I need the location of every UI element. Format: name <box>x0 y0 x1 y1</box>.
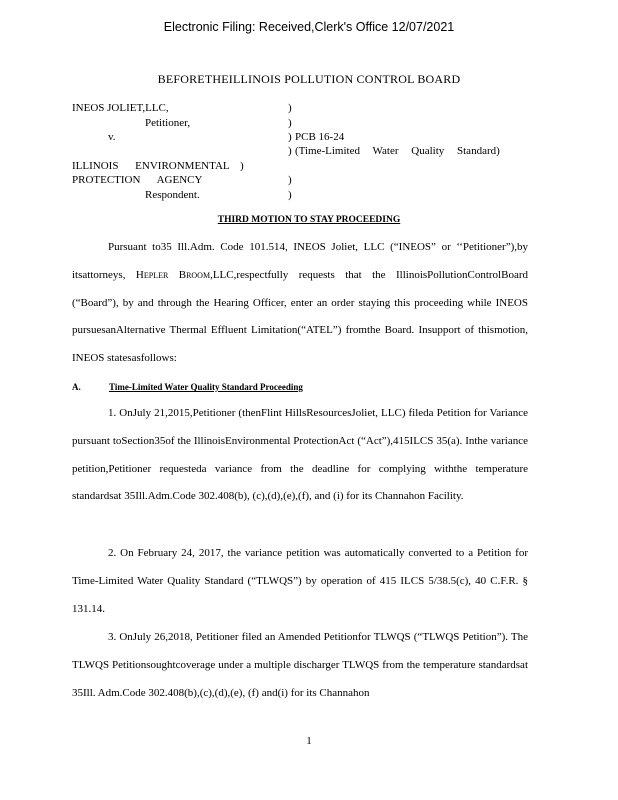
caption-bracket: ) <box>288 117 292 129</box>
section-title: Time-Limited Water Quality Standard Proceeding <box>109 382 303 392</box>
filing-stamp: Electronic Filing: Received,Clerk's Office 12/07/2021 <box>163 20 455 34</box>
respondent-name-line2: PROTECTION AGENCY <box>72 174 203 186</box>
caption-bracket: ) <box>288 131 292 143</box>
law-firm-name: Hepler Broom <box>135 268 211 281</box>
caption-bracket: ) <box>288 189 292 201</box>
motion-title <box>0 215 618 225</box>
caption-bracket: ) <box>288 174 292 186</box>
respondent-role: Respondent. <box>145 189 200 201</box>
caption-bracket: ) <box>240 160 244 172</box>
case-type: (Time-Limited Water Quality Standard) <box>295 145 500 157</box>
section-heading <box>72 382 303 392</box>
respondent-name-line1: ILLINOIS ENVIRONMENTAL <box>72 160 230 172</box>
paragraph-text: 1. OnJuly 21,2015,Petitioner (thenFlint HillsResourcesJoliet, LLC) fileda Petition for Variance pursuant toSection35of the IllinoisEnvironmental ProtectionAct (“Act”),415ILCS 35(a). Inthe variance petition,Petitioner requesteda variance from the deadline for complying withthe temperature standardsat 35Ill.Adm.Code 302.408(b), (c),(d),(e),(f), and (i) for its Channahon Facility. <box>72 407 528 503</box>
paragraph-2 <box>72 540 528 623</box>
paragraph-1 <box>72 400 528 511</box>
paragraph-3 <box>72 624 528 707</box>
paragraph-text: 3. OnJuly 26,2018, Petitioner filed an Amended Petitionfor TLWQS (“TLWQS Petition”). The TLWQS Petitionsoughtcoverage under a multiple discharger TLWQS from the temperature standardsat 35Ill. Adm.Code 302.408(b),(c),(d),(e), (f) and(i) for its Channahon <box>72 631 528 699</box>
petitioner-name: INEOS JOLIET,LLC, <box>72 102 169 114</box>
caption-bracket: ) <box>288 102 292 114</box>
case-number: PCB 16-24 <box>295 131 345 143</box>
section-letter: A. <box>72 382 81 392</box>
court-title: BEFORETHEILLINOIS POLLUTION CONTROL BOARD <box>157 72 461 86</box>
intro-text-part2: ,LLC,respectfully requests that the IllinoisPollutionControlBoard (“Board”), by and through the Hearing Officer, enter an order staying this proceeding while INEOS pursuesanAlternative Thermal Effluent Limitation(“ATEL”) fromthe Board. Insupport of thismotion, INEOS statesasfollows: <box>72 268 528 365</box>
page-number: 1 <box>306 735 312 747</box>
intro-text-part1: Pursuant to35 Ill.Adm. Code 101.514, INEOS Joliet, LLC (“INEOS” or ‘‘Petitioner”),by itsattorneys, <box>72 241 528 281</box>
versus-label: v. <box>108 131 116 143</box>
paragraph-text: 2. On February 24, 2017, the variance petition was automatically converted to a Petition for Time-Limited Water Quality Standard (“TLWQS”) by operation of 415 ILCS 5/38.5(c), 40 C.F.R. § 131.14. <box>72 547 528 615</box>
intro-paragraph <box>72 234 528 373</box>
motion-title-text: THIRD MOTION TO STAY PROCEEDING <box>217 215 401 225</box>
petitioner-role: Petitioner, <box>145 117 191 129</box>
caption-bracket: ) <box>288 145 292 157</box>
